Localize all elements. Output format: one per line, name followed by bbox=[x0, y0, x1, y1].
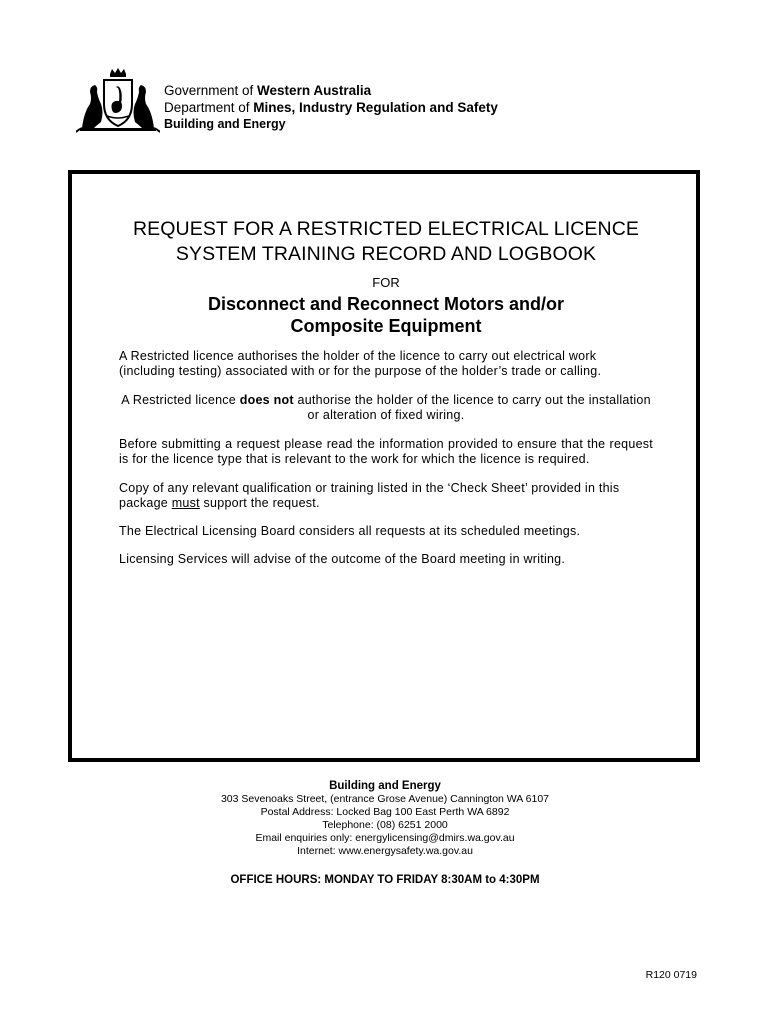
paragraph-copy-qualification: Copy of any relevant qualification or training listed in the ‘Check Sheet’ provided in this package must support the request. bbox=[119, 481, 620, 510]
department-line: Department of Mines, Industry Regulation and Safety bbox=[164, 100, 498, 115]
letterhead bbox=[76, 68, 556, 138]
contact-footer bbox=[0, 779, 770, 886]
for-label: FOR bbox=[372, 275, 400, 290]
letterhead-text bbox=[164, 82, 498, 133]
cover-content bbox=[119, 217, 653, 581]
form-code: R120 0719 bbox=[645, 969, 697, 981]
internet-address: Internet: www.energysafety.wa.gov.au bbox=[297, 845, 473, 857]
telephone: Telephone: (08) 6251 2000 bbox=[322, 819, 448, 831]
email-enquiries: Email enquiries only: energylicensing@dmirs.wa.gov.au bbox=[255, 832, 515, 844]
paragraph-before-submitting: Before submitting a request please read the information provided to ensure that the request is for the licence type that is relevant to the work for which the licence is required. bbox=[119, 437, 653, 466]
government-line: Government of Western Australia bbox=[164, 83, 372, 98]
coat-of-arms-icon bbox=[76, 68, 160, 134]
office-hours: OFFICE HOURS: MONDAY TO FRIDAY 8:30AM to 4:30PM bbox=[230, 874, 540, 886]
paragraph-board-meetings: The Electrical Licensing Board considers all requests at its scheduled meetings. bbox=[119, 524, 581, 538]
footer-title: Building and Energy bbox=[329, 780, 441, 792]
paragraph-authorises: A Restricted licence authorises the holder of the licence to carry out electrical work (including testing) associated with or for the purpose of the holder’s trade or calling. bbox=[119, 349, 602, 378]
paragraph-does-not-authorise: A Restricted licence does not authorise the holder of the licence to carry out the installation or alteration of fixed wiring. bbox=[121, 393, 651, 422]
postal-address: Postal Address: Locked Bag 100 East Perth WA 6892 bbox=[260, 806, 510, 818]
licence-type-subtitle: Disconnect and Reconnect Motors and/or Composite Equipment bbox=[207, 294, 565, 336]
document-title: REQUEST FOR A RESTRICTED ELECTRICAL LICENCE SYSTEM TRAINING RECORD AND LOGBOOK bbox=[133, 218, 639, 265]
street-address: 303 Sevenoaks Street, (entrance Grose Avenue) Cannington WA 6107 bbox=[220, 793, 550, 805]
division-line: Building and Energy bbox=[164, 117, 286, 131]
cover-box bbox=[68, 170, 700, 762]
paragraph-outcome: Licensing Services will advise of the outcome of the Board meeting in writing. bbox=[119, 552, 566, 566]
